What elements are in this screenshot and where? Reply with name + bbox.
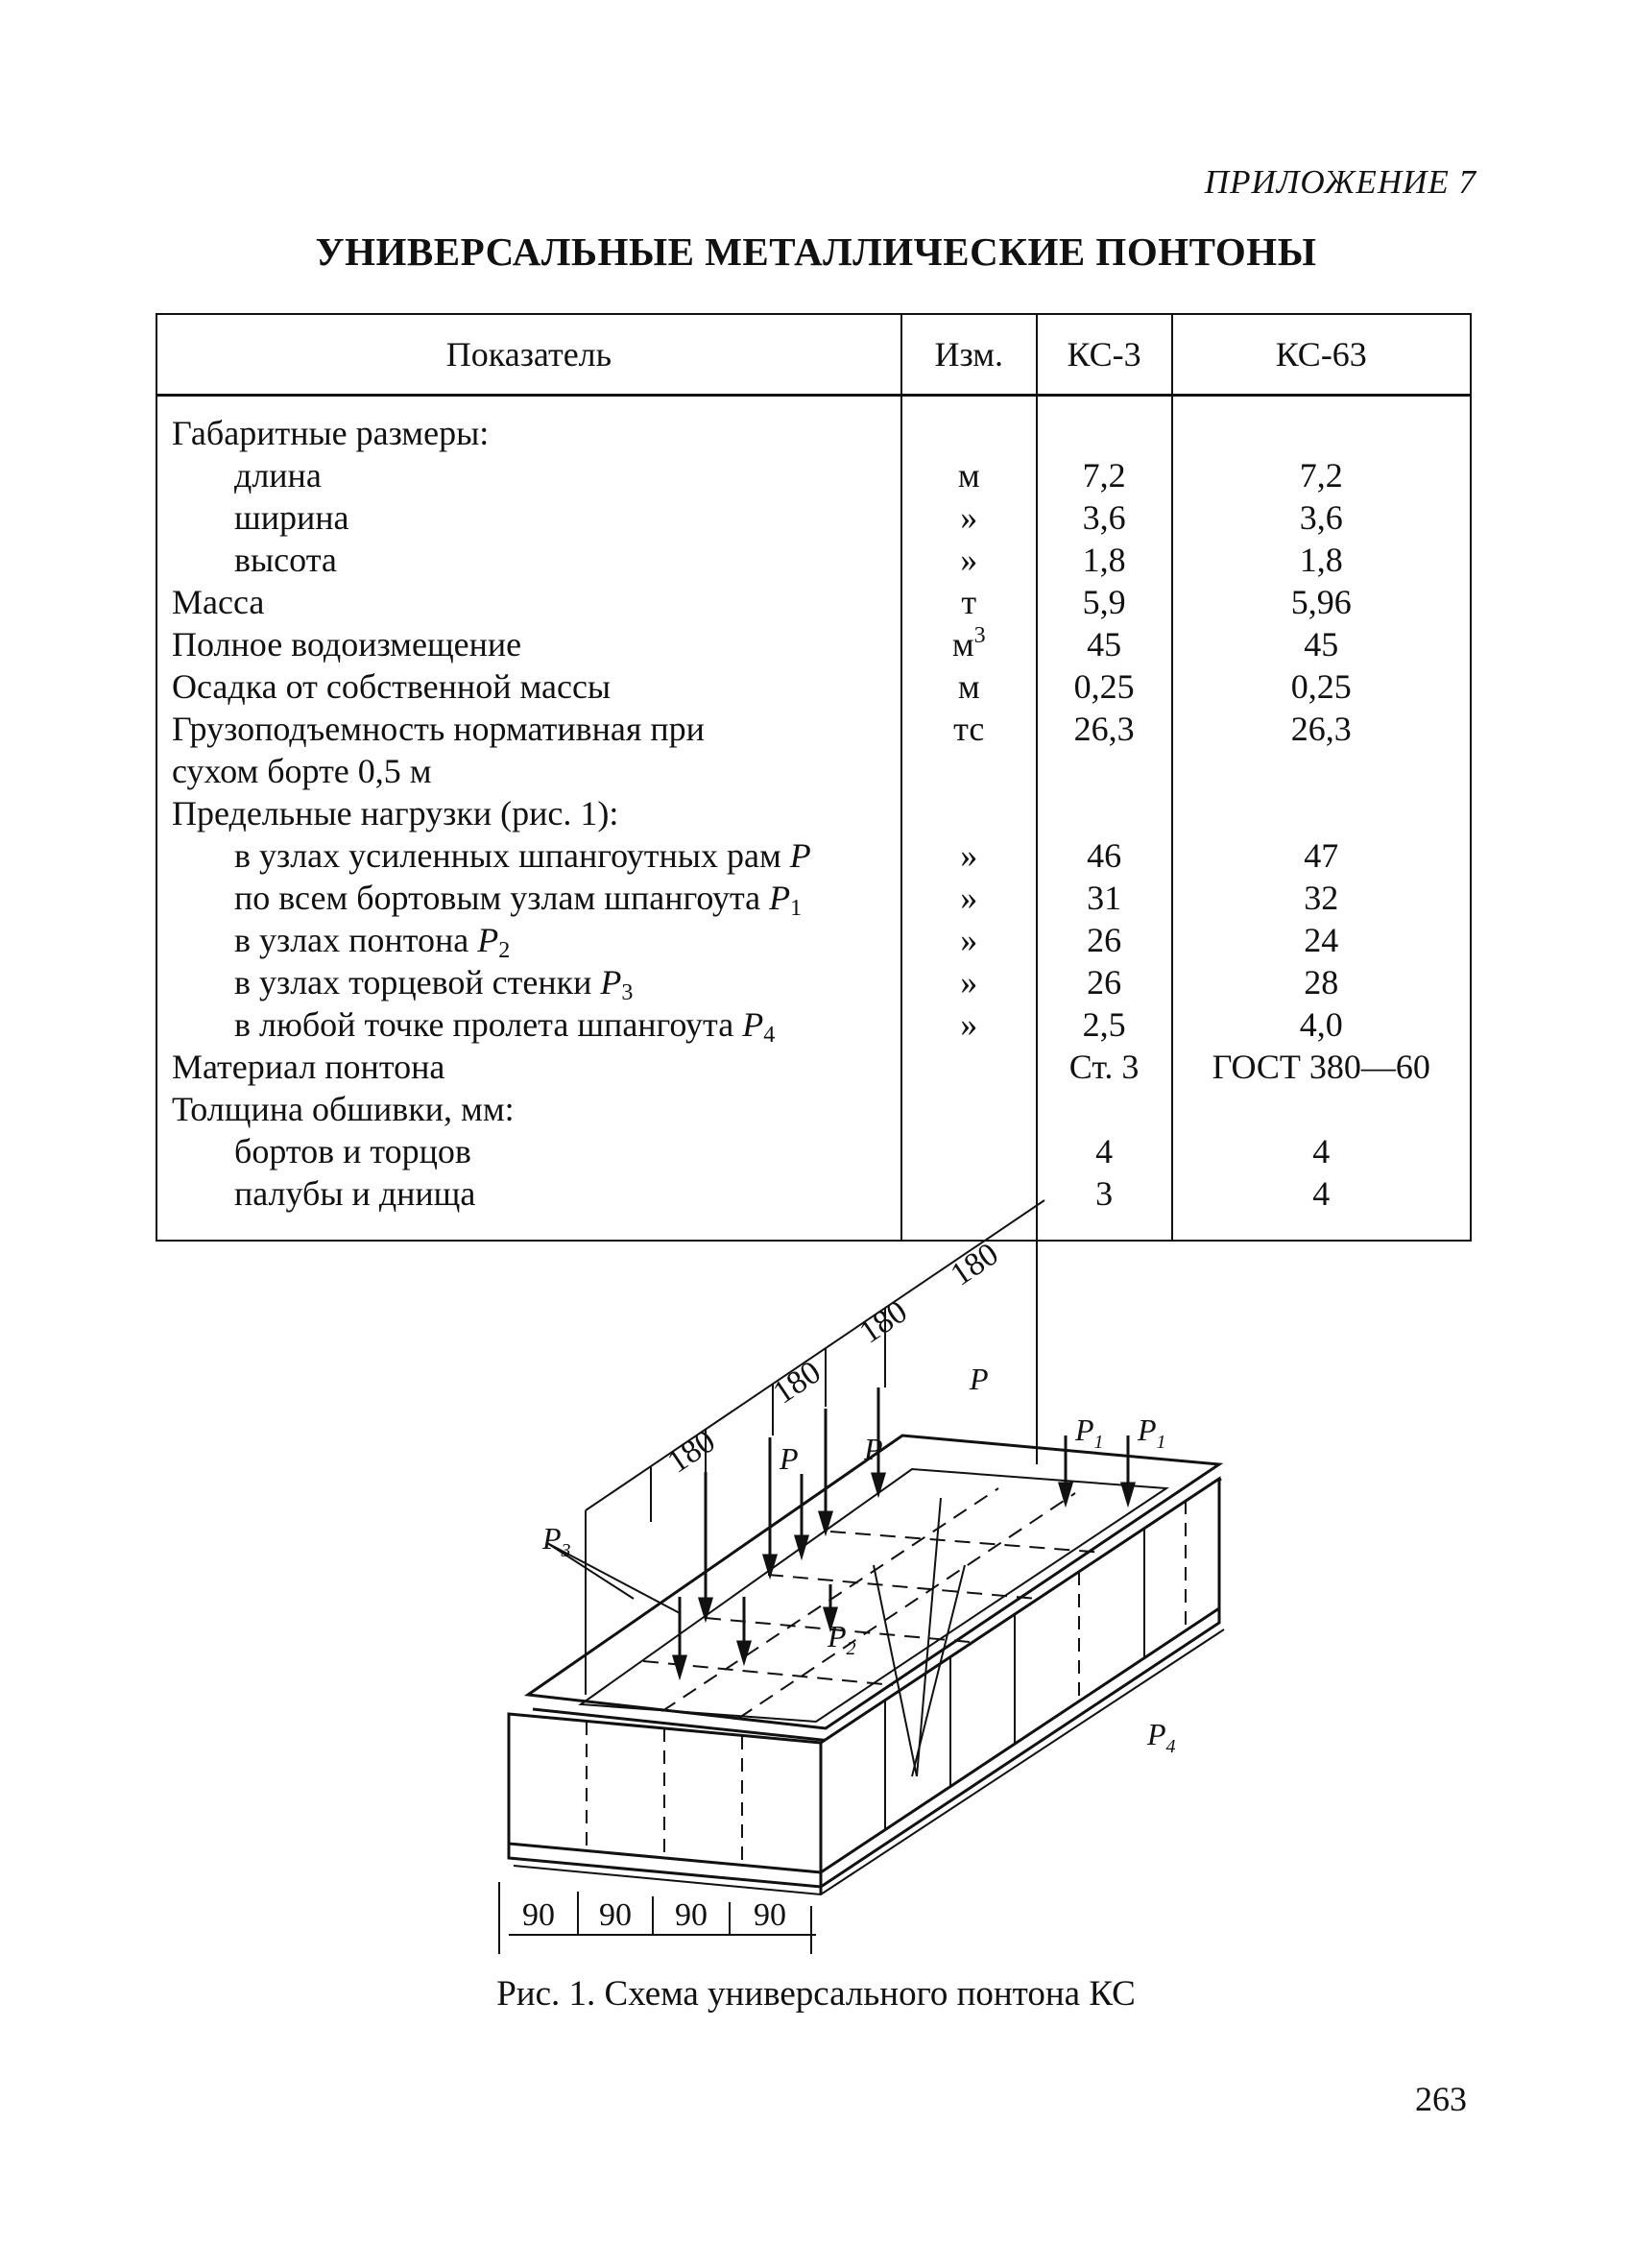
table-row — [156, 1046, 1471, 1088]
row-ks63: 0,25 — [1172, 665, 1472, 708]
row-name: высота — [156, 539, 901, 581]
row-name: Габаритные размеры: — [156, 396, 901, 455]
row-ks3: 1,8 — [1037, 539, 1172, 581]
row-ks3: 26,3 — [1037, 708, 1172, 750]
row-unit — [901, 396, 1037, 455]
row-unit: тс — [901, 708, 1037, 750]
row-unit: $м^3$ — [901, 623, 1037, 665]
row-name: длина — [156, 454, 901, 496]
column-header-ks63: КС-63 — [1172, 314, 1472, 396]
label-p1-b: $P_1$ — [1138, 1412, 1166, 1453]
row-ks63: 4 — [1172, 1172, 1472, 1241]
row-unit: т — [901, 581, 1037, 623]
row-name: в узлах усиленных шпангоутных рам P — [156, 834, 901, 877]
row-ks63: 45 — [1172, 623, 1472, 665]
table-row — [156, 1172, 1471, 1241]
figure-caption: Рис. 1. Схема универсального понтона КС — [496, 1974, 1136, 2014]
row-ks3 — [1037, 1088, 1172, 1130]
row-unit: м — [901, 454, 1037, 496]
row-unit — [901, 792, 1037, 834]
row-unit: » — [901, 834, 1037, 877]
row-ks63 — [1172, 792, 1472, 834]
row-name: бортов и торцов — [156, 1130, 901, 1172]
row-unit — [901, 750, 1037, 792]
row-ks3: 2,5 — [1037, 1003, 1172, 1046]
label-p-3: P — [864, 1432, 883, 1466]
row-unit — [901, 1046, 1037, 1088]
row-ks3 — [1037, 792, 1172, 834]
table-row — [156, 1003, 1471, 1046]
row-ks63: 32 — [1172, 877, 1472, 919]
row-ks3: Ст. 3 — [1037, 1046, 1172, 1088]
row-name: в узлах понтона $P_2$ — [156, 919, 901, 961]
row-unit: » — [901, 1003, 1037, 1046]
row-name: Полное водоизмещение — [156, 623, 901, 665]
dim-bottom-2: 90 — [599, 1897, 632, 1933]
table-row — [156, 750, 1471, 792]
dim-top-4: 180 — [944, 1236, 1005, 1293]
row-ks63: 7,2 — [1172, 454, 1472, 496]
row-ks3 — [1037, 396, 1172, 455]
row-unit — [901, 1130, 1037, 1172]
table-row — [156, 792, 1471, 834]
row-ks3: 26 — [1037, 919, 1172, 961]
row-ks63 — [1172, 396, 1472, 455]
table-header-row — [156, 314, 1471, 396]
dim-bottom-3: 90 — [675, 1897, 708, 1933]
row-ks3: 4 — [1037, 1130, 1172, 1172]
label-p: P — [970, 1362, 989, 1396]
label-p1-a: $P_1$ — [1075, 1412, 1104, 1453]
row-name: по всем бортовым узлам шпангоута $P_1$ — [156, 877, 901, 919]
pontoon-diagram — [490, 1236, 1238, 1944]
table-row — [156, 623, 1471, 665]
row-ks3: 5,9 — [1037, 581, 1172, 623]
table-row — [156, 1088, 1471, 1130]
row-ks63: 47 — [1172, 834, 1472, 877]
side-wall — [821, 1479, 1219, 1872]
row-ks63: 24 — [1172, 919, 1472, 961]
row-name: Предельные нагрузки (рис. 1): — [156, 792, 901, 834]
table-row — [156, 877, 1471, 919]
row-ks63: 4,0 — [1172, 1003, 1472, 1046]
table-row — [156, 454, 1471, 496]
row-name: Осадка от собственной массы — [156, 665, 901, 708]
row-name: палубы и днища — [156, 1172, 901, 1241]
row-ks3: 7,2 — [1037, 454, 1172, 496]
row-ks63: 5,96 — [1172, 581, 1472, 623]
table-row — [156, 581, 1471, 623]
row-name: сухом борте 0,5 м — [156, 750, 901, 792]
dim-top-1: 180 — [660, 1423, 722, 1481]
row-ks63: 26,3 — [1172, 708, 1472, 750]
label-p4: $P_4$ — [1147, 1717, 1176, 1757]
row-unit: » — [901, 496, 1037, 539]
table-row — [156, 665, 1471, 708]
column-header-ks3: КС-3 — [1037, 314, 1172, 396]
row-name: Масса — [156, 581, 901, 623]
table-row — [156, 1130, 1471, 1172]
row-ks3: 3 — [1037, 1172, 1172, 1241]
row-ks3: 46 — [1037, 834, 1172, 877]
row-ks63: 28 — [1172, 961, 1472, 1003]
table-row — [156, 961, 1471, 1003]
table-row — [156, 919, 1471, 961]
row-unit: м — [901, 665, 1037, 708]
row-ks3: 31 — [1037, 877, 1172, 919]
row-ks63: ГОСТ 380—60 — [1172, 1046, 1472, 1088]
column-header-parameter: Показатель — [156, 314, 901, 396]
row-name: Материал понтона — [156, 1046, 901, 1088]
table-row — [156, 708, 1471, 750]
top-dimensions — [661, 1236, 1005, 1480]
row-ks63: 1,8 — [1172, 539, 1472, 581]
row-unit: » — [901, 877, 1037, 919]
column-header-unit: Изм. — [901, 314, 1037, 396]
table-row — [156, 496, 1471, 539]
table-row — [156, 834, 1471, 877]
row-name: Толщина обшивки, мм: — [156, 1088, 901, 1130]
row-ks3: 26 — [1037, 961, 1172, 1003]
table-row — [156, 539, 1471, 581]
row-ks63 — [1172, 1088, 1472, 1130]
table-row — [156, 396, 1471, 455]
row-ks3: 0,25 — [1037, 665, 1172, 708]
row-unit: » — [901, 919, 1037, 961]
row-unit: » — [901, 539, 1037, 581]
row-ks63: 3,6 — [1172, 496, 1472, 539]
pontoon-outline — [509, 1436, 1224, 1894]
dim-bottom-1: 90 — [522, 1897, 555, 1933]
row-name: Грузоподъемность нормативная при — [156, 708, 901, 750]
row-ks3: 3,6 — [1037, 496, 1172, 539]
label-p2: $P_2$ — [828, 1619, 856, 1659]
bottom-dimensions — [522, 1897, 786, 1933]
row-name: в любой точке пролета шпангоута $P_4$ — [156, 1003, 901, 1046]
page-title: УНИВЕРСАЛЬНЫЕ МЕТАЛЛИЧЕСКИЕ ПОНТОНЫ — [315, 229, 1317, 274]
specs-table — [156, 313, 1472, 1242]
row-ks63 — [1172, 750, 1472, 792]
label-p-2: P — [780, 1441, 799, 1476]
dim-top-3: 180 — [852, 1293, 914, 1351]
appendix-label: ПРИЛОЖЕНИЕ 7 — [1204, 163, 1476, 201]
row-name: в узлах торцевой стенки $P_3$ — [156, 961, 901, 1003]
row-ks3: 45 — [1037, 623, 1172, 665]
dim-bottom-4: 90 — [754, 1897, 786, 1933]
row-unit: » — [901, 961, 1037, 1003]
row-unit — [901, 1172, 1037, 1241]
dim-top-2: 180 — [766, 1354, 828, 1411]
row-ks3 — [1037, 750, 1172, 792]
row-name: ширина — [156, 496, 901, 539]
page-number: 263 — [1415, 2080, 1467, 2118]
row-unit — [901, 1088, 1037, 1130]
row-ks63: 4 — [1172, 1130, 1472, 1172]
label-p3: $P_3$ — [542, 1521, 571, 1561]
